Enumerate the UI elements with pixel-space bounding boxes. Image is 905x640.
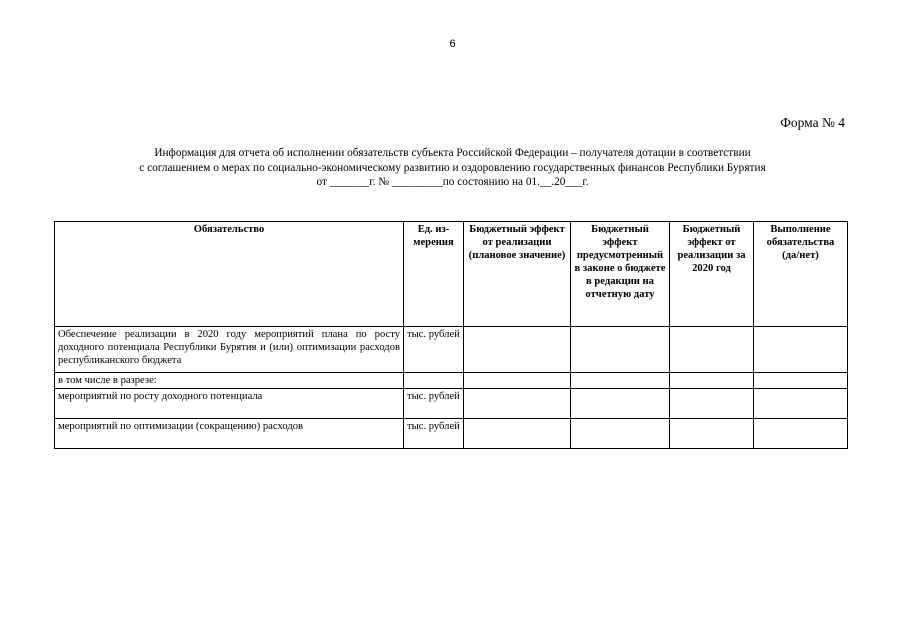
unit-cell bbox=[404, 373, 464, 389]
column-header-fulfillment: Выполнение обязательства (да/нет) bbox=[754, 222, 848, 327]
law-effect-cell bbox=[571, 327, 670, 373]
fulfillment-cell bbox=[754, 419, 848, 449]
table-row bbox=[55, 389, 848, 419]
table-row bbox=[55, 373, 848, 389]
obligation-cell: мероприятий по росту доходного потенциала bbox=[55, 389, 404, 419]
form-label: Форма № 4 bbox=[780, 115, 845, 130]
header-line-2: с соглашением о мерах по социально-экономическому развитию и оздоровлению государственных финансов Республики Бурятия bbox=[139, 161, 766, 174]
law-effect-cell bbox=[571, 419, 670, 449]
document-header bbox=[40, 146, 865, 190]
column-header-planned-effect: Бюджетный эффект от реализации (плановое значение) bbox=[464, 222, 571, 327]
planned-effect-cell bbox=[464, 327, 571, 373]
obligation-cell: мероприятий по оптимизации (сокращению) расходов bbox=[55, 419, 404, 449]
planned-effect-cell bbox=[464, 389, 571, 419]
effect-2020-cell bbox=[670, 389, 754, 419]
header-line-3: от _______г. № _________по состоянию на 01.__.20___г. bbox=[316, 176, 589, 188]
column-header-obligation: Обязательство bbox=[55, 222, 404, 327]
effect-2020-cell bbox=[670, 373, 754, 389]
page-number: 6 bbox=[449, 38, 456, 50]
table-row bbox=[55, 327, 848, 373]
fulfillment-cell bbox=[754, 373, 848, 389]
table-row bbox=[55, 419, 848, 449]
obligation-cell: в том числе в разрезе: bbox=[55, 373, 404, 389]
column-header-2020-effect: Бюджетный эффект от реализации за 2020 год bbox=[670, 222, 754, 327]
effect-2020-cell bbox=[670, 419, 754, 449]
planned-effect-cell bbox=[464, 373, 571, 389]
column-header-law-effect: Бюджетный эффект предусмотренный в законе о бюджете в редакции на отчетную дату bbox=[571, 222, 670, 327]
report-table bbox=[54, 221, 848, 449]
fulfillment-cell bbox=[754, 389, 848, 419]
table-header-row bbox=[55, 222, 848, 327]
header-line-1: Информация для отчета об исполнении обязательств субъекта Российской Федерации – получателя дотации в соответствии bbox=[154, 147, 751, 159]
unit-cell: тыс. рублей bbox=[404, 327, 464, 373]
effect-2020-cell bbox=[670, 327, 754, 373]
fulfillment-cell bbox=[754, 327, 848, 373]
obligation-cell: Обеспечение реализации в 2020 году мероприятий плана по росту доходного потенциала Республики Бурятия и (или) оптимизации расходов республиканского бюджета bbox=[55, 327, 404, 373]
planned-effect-cell bbox=[464, 419, 571, 449]
law-effect-cell bbox=[571, 389, 670, 419]
unit-cell: тыс. рублей bbox=[404, 389, 464, 419]
column-header-unit: Ед. из-мерения bbox=[404, 222, 464, 327]
unit-cell: тыс. рублей bbox=[404, 419, 464, 449]
law-effect-cell bbox=[571, 373, 670, 389]
